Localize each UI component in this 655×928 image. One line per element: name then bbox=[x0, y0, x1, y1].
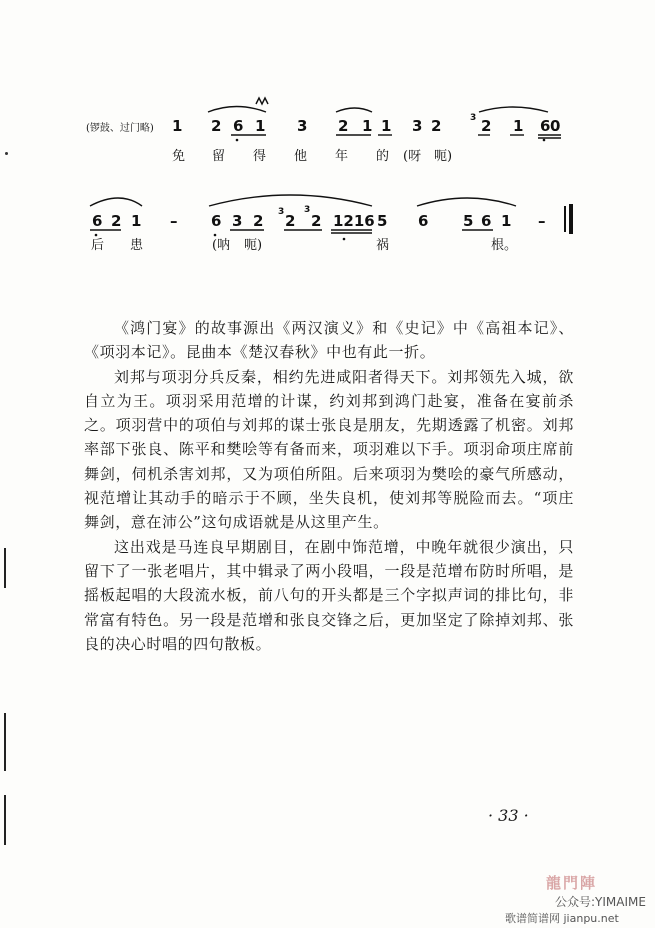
watermark-logo: 龍門陣 bbox=[546, 874, 598, 892]
score-note: 1 bbox=[501, 212, 512, 230]
lyric: 根。 bbox=[491, 238, 518, 253]
lyric: 年 bbox=[335, 149, 349, 164]
lyric: (呀 bbox=[403, 149, 422, 164]
lyric: 免 bbox=[172, 149, 186, 164]
body-text bbox=[84, 316, 574, 656]
music-score bbox=[0, 0, 655, 270]
lyric: 得 bbox=[253, 149, 267, 164]
slur bbox=[208, 107, 266, 113]
score-end-barline bbox=[564, 204, 573, 234]
score-note: 5 bbox=[377, 212, 388, 230]
score-note: 6 bbox=[418, 212, 429, 230]
score-line2-lyrics bbox=[91, 237, 517, 253]
watermark-site: 歌谱简谱网 jianpu.net bbox=[505, 912, 619, 925]
score-grace-note: 3 bbox=[304, 205, 311, 215]
score-line2-marks bbox=[90, 195, 516, 233]
score-note: 2 bbox=[338, 117, 349, 135]
score-note: 3 bbox=[412, 117, 423, 135]
body-paragraph: 《鸿门宴》的故事源出《两汉演义》和《史记》中《高祖本记》、《项羽本记》。昆曲本《楚汉春秋》中也有此一折。 bbox=[84, 319, 574, 362]
score-note: 6 bbox=[233, 117, 244, 135]
score-note: 5 bbox=[463, 212, 474, 230]
watermark-account: 公众号:YIMAIME bbox=[555, 895, 646, 909]
score-note: 0 bbox=[550, 117, 561, 135]
lyric: 他 bbox=[294, 149, 308, 164]
score-grace-note: 3 bbox=[470, 113, 477, 123]
margin-scan-line bbox=[4, 713, 6, 771]
score-note: 6 bbox=[211, 212, 222, 230]
score-note: 3 bbox=[232, 212, 243, 230]
score-note: 2 bbox=[253, 212, 264, 230]
score-line2-notes bbox=[92, 205, 546, 230]
score-note: 1 bbox=[381, 117, 392, 135]
lyric: 患 bbox=[130, 238, 144, 253]
score-note: 2 bbox=[311, 212, 322, 230]
score-note: 2 bbox=[111, 212, 122, 230]
margin-scan-line bbox=[4, 795, 6, 845]
score-note: 1 bbox=[172, 117, 183, 135]
score-note: 1 bbox=[131, 212, 142, 230]
score-line1-dots bbox=[236, 139, 546, 142]
score-note: 6 bbox=[540, 117, 551, 135]
lyric: 的 bbox=[376, 149, 390, 164]
score-line1-notes bbox=[172, 113, 560, 135]
slur bbox=[417, 198, 516, 206]
score-note: 2 bbox=[285, 212, 296, 230]
slur bbox=[90, 198, 142, 206]
score-note: 2 bbox=[211, 117, 222, 135]
lyric: (呐 bbox=[212, 238, 231, 253]
slur bbox=[336, 108, 372, 112]
slur bbox=[209, 195, 372, 206]
score-note: 2 bbox=[481, 117, 492, 135]
lyric: 呃) bbox=[244, 238, 263, 253]
score-note: 1 bbox=[513, 117, 524, 135]
score-note: 2 bbox=[431, 117, 442, 135]
margin-scan-line bbox=[4, 548, 6, 588]
body-paragraph: 刘邦与项羽分兵反秦，相约先进咸阳者得天下。刘邦领先入城，欲自立为王。项羽采用范增的计谋，约刘邦到鸿门赴宴，准备在宴前杀之。项羽营中的项伯与刘邦的谋士张良是朋友，先期透露了机密。刘邦率部下张良、陈平和樊哙等有备而来，项羽难以下手。项羽命项庄席前舞剑，伺机杀害刘邦，又为项伯所阻。后来项羽为樊哙的豪气所感动，视范增让其动手的暗示于不顾，坐失良机，使刘邦等脱险而去。“项庄舞剑，意在沛公”这句成语就是从这里产生。 bbox=[84, 367, 574, 532]
score-note: 1216 bbox=[333, 212, 375, 230]
page-number: · 33 · bbox=[488, 806, 529, 825]
slur bbox=[479, 107, 548, 112]
score-note: 1 bbox=[255, 117, 266, 135]
score-note: 6 bbox=[92, 212, 103, 230]
lyric: 祸 bbox=[376, 238, 390, 253]
score-note: 1 bbox=[362, 117, 373, 135]
score-note: 3 bbox=[297, 117, 308, 135]
score-note: 6 bbox=[481, 212, 492, 230]
score-line1-lyrics bbox=[172, 148, 452, 164]
body-paragraph: 这出戏是马连良早期剧目，在剧中饰范增，中晚年就很少演出，只留下了一张老唱片，其中辑录了两小段唱，一段是范增布防时所唱，是摇板起唱的大段流水板，前八句的开头都是三个字拟声词的排比句，非常富有特色。另一段是范增和张良交锋之后，更加坚定了除掉刘邦、张良的决心时唱的四句散板。 bbox=[84, 537, 574, 653]
score-note: – bbox=[170, 212, 178, 230]
lyric: 留 bbox=[212, 149, 226, 164]
score-grace-note: 3 bbox=[278, 207, 285, 217]
lyric: 呃) bbox=[434, 149, 453, 164]
lyric: 后 bbox=[91, 238, 105, 253]
score-line1-prefix: (锣鼓、过门略) bbox=[86, 123, 154, 134]
trill-mark bbox=[256, 98, 268, 104]
score-note: – bbox=[538, 212, 546, 230]
